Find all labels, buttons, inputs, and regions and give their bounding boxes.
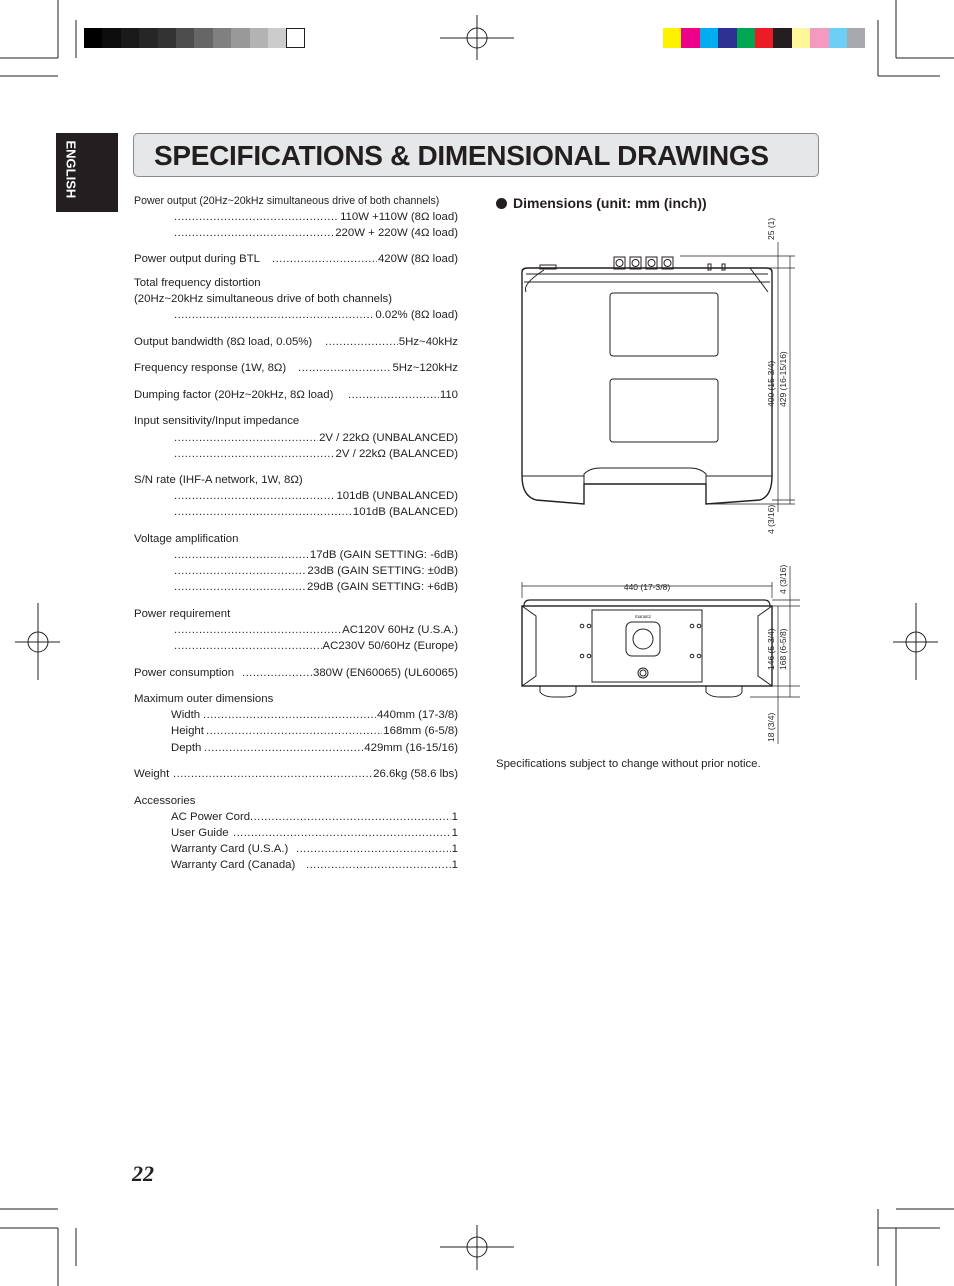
calibration-swatch [268, 28, 286, 48]
sn-unbalanced: 101dB (UNBALANCED) [336, 490, 458, 502]
calibration-swatch [158, 28, 176, 48]
dimensions-heading [496, 195, 707, 211]
freq-value: 5Hz~120kHz [392, 362, 458, 374]
dim-top-400: 400 (15-3/4) [766, 360, 776, 407]
depth-label: Depth [171, 742, 202, 754]
damping-label: Dumping factor (20Hz~20kHz, 8Ω load) [134, 389, 334, 401]
calibration-swatch [755, 28, 773, 48]
calibration-swatch [286, 28, 304, 48]
bandwidth-label: Output bandwidth (8Ω load, 0.05%) [134, 336, 313, 348]
dim-front-440: 440 (17-3/8) [623, 582, 671, 592]
calibration-swatch [84, 28, 102, 48]
dim-front-4: 4 (3/16) [778, 564, 788, 594]
calibration-swatch [792, 28, 810, 48]
power-output-label: Power output (20Hz~20kHz simultaneous drive of both channels) [134, 195, 440, 207]
input-label: Input sensitivity/Input impedance [134, 415, 300, 427]
acc-guide-label: User Guide [171, 827, 229, 839]
acc-guide-qty: 1 [451, 827, 458, 839]
dim-front-146: 146 (5-3/4) [766, 628, 776, 670]
bullet-icon [496, 198, 507, 209]
power-output-4ohm: 220W + 220W (4Ω load) [335, 227, 458, 239]
calibration-swatch [737, 28, 755, 48]
acc-warranty-ca-label: Warranty Card (Canada) [171, 859, 296, 871]
acc-cord-label: AC Power Cord [171, 811, 251, 823]
acc-warranty-usa-label: Warranty Card (U.S.A.) [171, 843, 289, 855]
power-req-usa: AC120V 60Hz (U.S.A.) [342, 624, 458, 636]
accessories-label: Accessories [134, 795, 196, 807]
calibration-swatch [829, 28, 847, 48]
top-view-drawing [510, 212, 810, 544]
page-number: 22 [132, 1161, 154, 1186]
calibration-swatch [773, 28, 791, 48]
acc-warranty-ca-qty: 1 [451, 859, 458, 871]
height-value: 168mm (6-5/8) [383, 725, 458, 737]
leader-dots [250, 809, 458, 825]
calibration-swatch [810, 28, 828, 48]
calibration-swatch [681, 28, 699, 48]
color-calibration-bar [663, 28, 865, 48]
thd-value: 0.02% (8Ω load) [375, 309, 458, 321]
freq-label: Frequency response (1W, 8Ω) [134, 362, 287, 374]
calibration-swatch [194, 28, 212, 48]
sn-label: S/N rate (IHF-A network, 1W, 8Ω) [134, 474, 303, 486]
power-req-label: Power requirement [134, 608, 231, 620]
page-title: SPECIFICATIONS & DIMENSIONAL DRAWINGS [154, 140, 769, 171]
acc-cord-qty: 1 [451, 811, 458, 823]
title-bar [133, 133, 819, 177]
voltage-label: Voltage amplification [134, 533, 239, 545]
width-value: 440mm (17-3/8) [376, 709, 458, 721]
calibration-swatch [847, 28, 865, 48]
weight-value: 26.6kg (58.6 lbs) [373, 768, 458, 780]
change-notice: Specifications subject to change without prior notice. [496, 758, 761, 770]
dim-top-25: 25 (1) [766, 217, 776, 240]
bandwidth-value: 5Hz~40kHz [398, 336, 458, 348]
power-output-8ohm: 110W +110W (8Ω load) [340, 211, 458, 223]
leader-dots [233, 825, 458, 841]
calibration-swatch [250, 28, 268, 48]
dim-top-429: 429 (16-15/16) [778, 351, 788, 407]
sn-balanced: 101dB (BALANCED) [352, 506, 458, 518]
gray-calibration-bar [84, 28, 305, 48]
calibration-swatch [663, 28, 681, 48]
language-tab [56, 133, 118, 212]
calibration-swatch [102, 28, 120, 48]
voltage-1: 17dB (GAIN SETTING: -6dB) [309, 549, 458, 561]
calibration-swatch [718, 28, 736, 48]
btl-label: Power output during BTL [134, 253, 261, 265]
btl-value: 420W (8Ω load) [377, 253, 458, 265]
thd-label: Total frequency distortion [134, 277, 261, 289]
input-unbalanced: 2V / 22kΩ (UNBALANCED) [319, 432, 458, 444]
calibration-swatch [121, 28, 139, 48]
voltage-2: 23dB (GAIN SETTING: ±0dB) [307, 565, 458, 577]
acc-warranty-usa-qty: 1 [451, 843, 458, 855]
language-tab-label: ENGLISH [63, 140, 79, 199]
calibration-swatch [231, 28, 249, 48]
voltage-3: 29dB (GAIN SETTING: +6dB) [307, 581, 458, 593]
dim-front-18: 18 (3/4) [766, 712, 776, 742]
consumption-label: Power consumption [134, 667, 235, 679]
power-req-eu: AC230V 50/60Hz (Europe) [322, 640, 458, 652]
leader-dots [296, 841, 458, 857]
calibration-swatch [213, 28, 231, 48]
leader-dots [306, 857, 458, 873]
max-dim-label: Maximum outer dimensions [134, 693, 274, 705]
dimensions-heading-text: Dimensions (unit: mm (inch)) [513, 195, 707, 211]
weight-label: Weight [134, 768, 170, 780]
dim-front-168: 168 (6-5/8) [778, 628, 788, 670]
thd-sub: (20Hz~20kHz simultaneous drive of both channels) [134, 293, 393, 305]
calibration-swatch [139, 28, 157, 48]
dim-top-4: 4 (3/16) [766, 504, 776, 534]
depth-value: 429mm (16-15/16) [364, 742, 458, 754]
consumption-value: 380W (EN60065) (UL60065) [313, 667, 458, 679]
damping-value: 110 [439, 389, 458, 401]
front-view-drawing [510, 556, 810, 746]
calibration-swatch [700, 28, 718, 48]
height-label: Height [171, 725, 204, 737]
calibration-swatch [176, 28, 194, 48]
width-label: Width [171, 709, 201, 721]
input-balanced: 2V / 22kΩ (BALANCED) [335, 448, 458, 460]
brand-logo: marantz [634, 615, 652, 620]
